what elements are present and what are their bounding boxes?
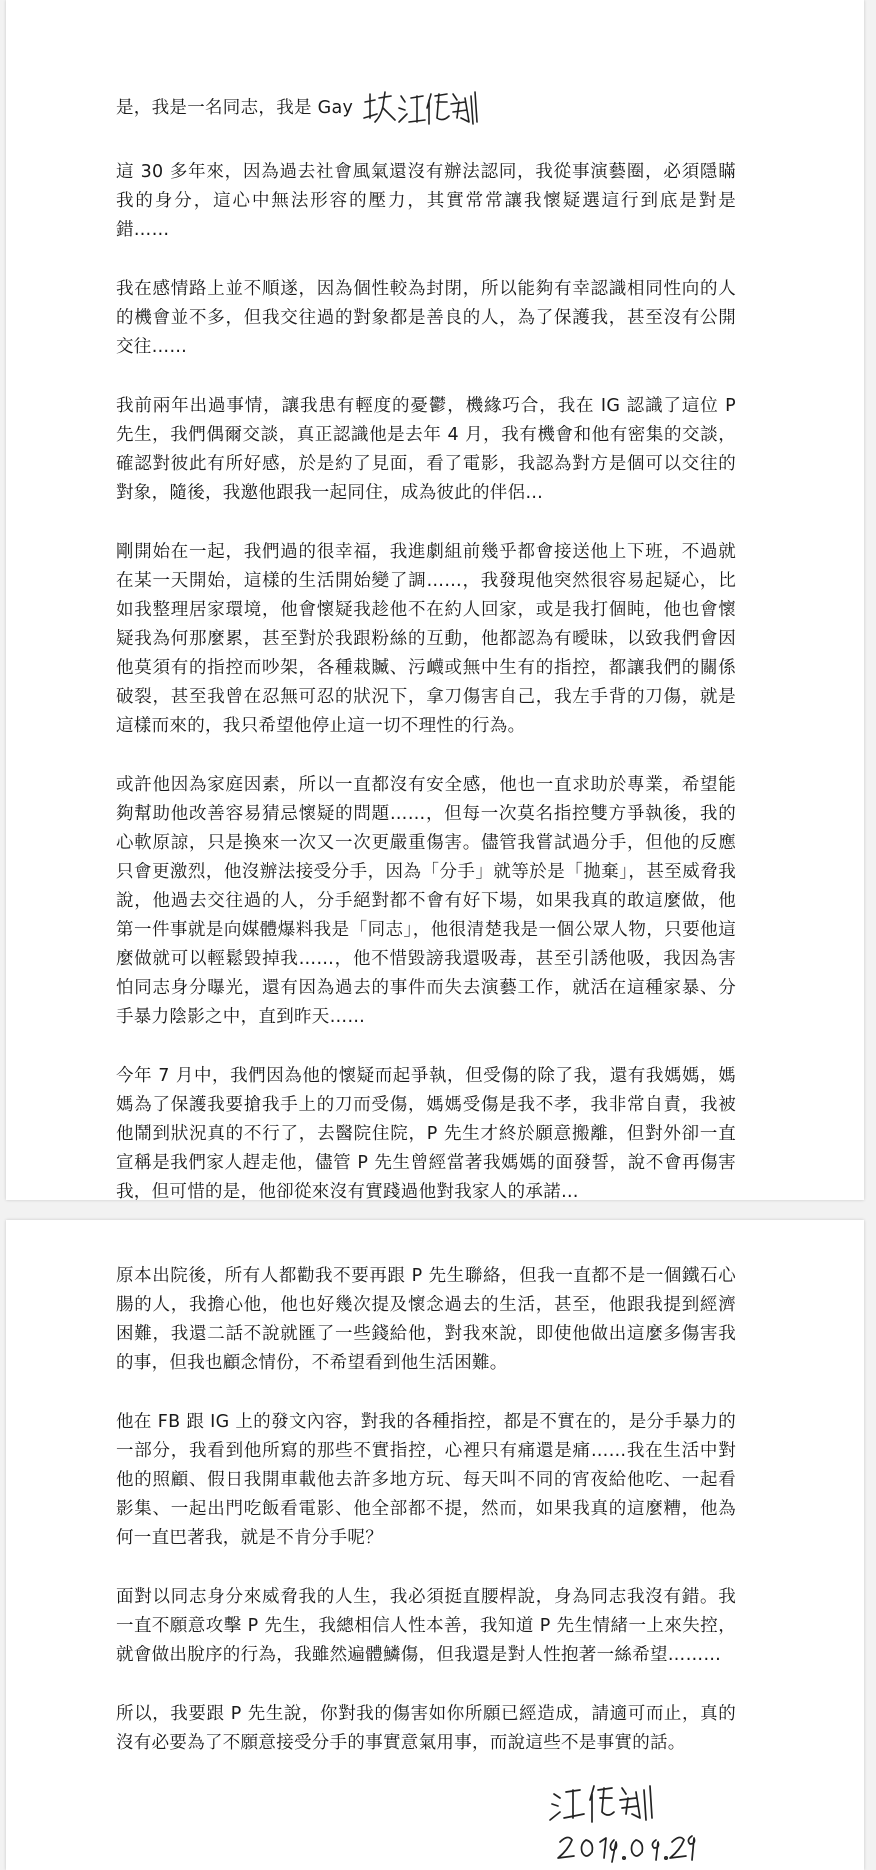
paragraph: 剛開始在一起，我們過的很幸福，我進劇組前幾乎都會接送他上下班，不過就在某一天開始，這樣的生活開始變了調……，我發現他突然很容易起疑心，比如我整理居家環境，他會懷疑我趁他不在約人回家，或是我打個盹，他也會懷疑我為何那麼累，甚至對於我跟粉絲的互動，他都認為有曖昧，以致我們會因他莫須有的指控而吵架，各種栽贓、污衊或無中生有的指控，都讓我們的關係破裂，甚至我曾在忍無可忍的狀況下，拿刀傷害自己，我左手背的刀傷，就是這樣而來的，我只希望他停止這一切不理性的行為。 xyxy=(116,542,736,736)
intro-text: 是，我是一名同志，我是 Gay xyxy=(116,97,354,118)
document-page-1 xyxy=(6,0,864,1200)
paragraph: 或許他因為家庭因素，所以一直都沒有安全感，他也一直求助於專業，希望能夠幫助他改善容易猜忌懷疑的問題……，但每一次莫名指控雙方爭執後，我的心軟原諒，只是換來一次又一次更嚴重傷害。儘管我嘗試過分手，但他的反應只會更激烈，他沒辦法接受分手，因為「分手」就等於是「拋棄」，甚至威脅我說，他過去交往過的人，分手絕對都不會有好下場，如果我真的敢這麼做，他第一件事就是向媒體爆料我是「同志」，他很清楚我是一個公眾人物，只要他這麼做就可以輕鬆毀掉我……，他不惜毀謗我還吸毒，甚至引誘他吸，我因為害怕同志身分曝光，還有因為過去的事件而失去演藝工作，就活在這種家暴、分手暴力陰影之中，直到昨天…… xyxy=(116,775,736,1027)
paragraph: 他在 FB 跟 IG 上的發文內容，對我的各種指控，都是不實在的，是分手暴力的一部分，我看到他所寫的那些不實指控，心裡只有痛還是痛……我在生活中對他的照顧、假日我開車載他去許多地方玩、每天叫不同的宵夜給他吃、一起看影集、一起出門吃飯看電影、他全部都不提，然而，如果我真的這麼糟，他為何一直巴著我，就是不肯分手呢？ xyxy=(116,1412,736,1548)
handwritten-signature-closing xyxy=(546,1780,696,1870)
intro-line xyxy=(116,88,736,128)
paragraph: 這 30 多年來，因為過去社會風氣還沒有辦法認同，我從事演藝圈，必須隱瞞我的身分，這心中無法形容的壓力，其實常常讓我懷疑選這行到底是對是錯…… xyxy=(116,162,736,240)
paragraph: 我前兩年出過事情，讓我患有輕度的憂鬱，機緣巧合，我在 IG 認識了這位 P 先生，我們偶爾交談，真正認識他是去年 4 月，我有機會和他有密集的交談，確認對彼此有所好感，於是約了見面，看了電影，我認為對方是個可以交往的對象，隨後，我邀他跟我一起同住，成為彼此的伴侶… xyxy=(116,396,736,503)
paragraph: 今年 7 月中，我們因為他的懷疑而起爭執，但受傷的除了我，還有我媽媽，媽媽為了保護我要搶我手上的刀而受傷，媽媽受傷是我不孝，我非常自責，我被他鬧到狀況真的不行了，去醫院住院，P 先生才終於願意搬離，但對外卻一直宣稱是我們家人趕走他，儘管 P 先生曾經當著我媽媽的面發誓，說不會再傷害我，但可惜的是，他卻從來沒有實踐過他對我家人的承諾… xyxy=(116,1066,736,1200)
paragraph: 所以，我要跟 P 先生說，你對我的傷害如你所願已經造成，請適可而止，真的沒有必要為了不願意接受分手的事實意氣用事，而說這些不是事實的話。 xyxy=(116,1704,736,1753)
paragraph: 原本出院後，所有人都勸我不要再跟 P 先生聯絡，但我一直都不是一個鐵石心腸的人，我擔心他，他也好幾次提及懷念過去的生活，甚至，他跟我提到經濟困難，我還二話不說就匯了一些錢給他，對我來說，即使他做出這麼多傷害我的事，但我也顧念情份，不希望看到他生活困難。 xyxy=(116,1266,736,1373)
handwritten-signature-inline xyxy=(361,88,481,128)
page-1-body xyxy=(116,88,736,1200)
paragraph: 面對以同志身分來威脅我的人生，我必須挺直腰桿說，身為同志我沒有錯。我一直不願意攻擊 P 先生，我總相信人性本善，我知道 P 先生情緒一上來失控，就會做出脫序的行為，我雖然遍體鱗傷，但我還是對人性抱著一絲希望……… xyxy=(116,1587,736,1665)
document-page-2 xyxy=(6,1220,864,1870)
page-2-body xyxy=(116,1262,736,1788)
paragraph: 我在感情路上並不順遂，因為個性較為封閉，所以能夠有幸認識相同性向的人的機會並不多，但我交往過的對象都是善良的人，為了保護我，甚至沒有公開交往…… xyxy=(116,279,736,357)
